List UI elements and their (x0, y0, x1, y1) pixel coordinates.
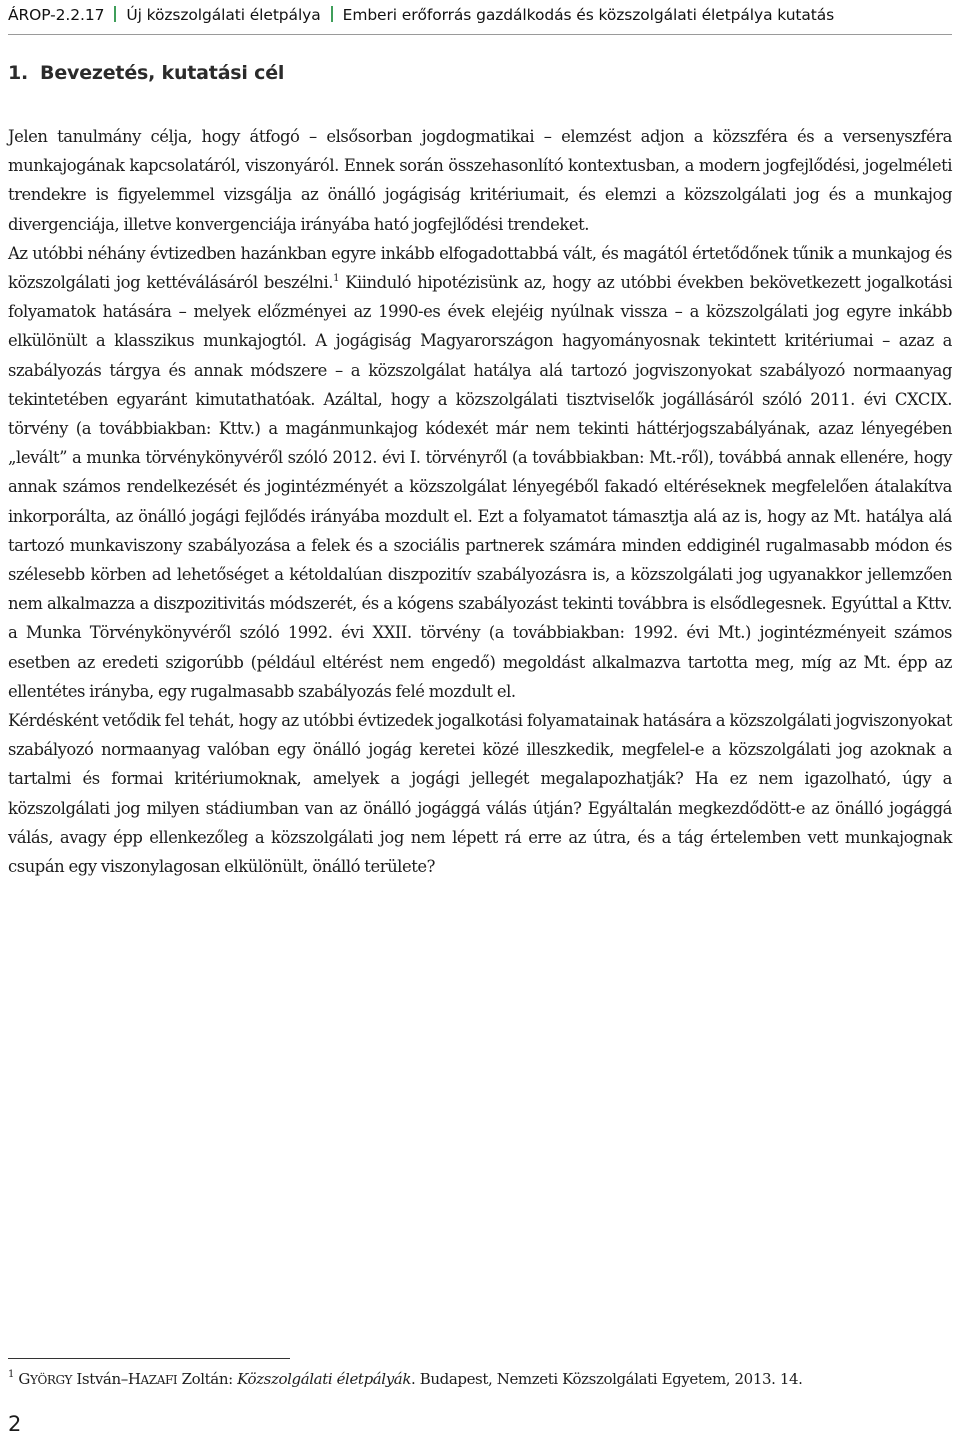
header-series: Új közszolgálati életpálya (126, 6, 321, 24)
header-project: ÁROP-2.2.17 (8, 6, 105, 24)
header-divider (8, 34, 952, 35)
paragraph: Kérdésként vetődik fel tehát, hogy az utóbbi évtizedek jogalkotási folyamatainak hatására a közszolgálati jogviszonyokat szabályozó normaanyag valóban egy önálló jogág keretei közé illeszkedik, megfelel-e a közszolgálati jog azoknak a tartalmi és formai kritériumoknak, amelyek a jogági jellegét megalapozhatják? Ha ez nem igazolható, úgy a közszolgálati jog milyen stádiumban van az önálló jogággá válás útján? Egyáltalán megkezdődött-e az önálló jogággá válás, avagy épp ellenkezőleg a közszolgálati jog nem lépett rá erre az útra, és a tág értelemben vett munkajognak csupán egy viszonylagosan elkülönült, önálló területe? (8, 711, 952, 877)
paragraph-text: Kiinduló hipotézisünk az, hogy az utóbbi években bekövetkezett jogalkotási folyamatok hatására – melyek előzményei az 1990-es évek elejéig nyúlnak vissza – a közszolgálati jog egyre inkább elkülönült a klasszikus munkajogtól. A jogágiság Magyarországon hagyományosnak tekintett kritériumai – azaz a szabályozás tárgya és annak módszere – a közszolgálat hatálya alá tartozó jogviszonyokat szabályozó normaanyag tekintetében egyaránt kimutathatóak. Azáltal, hogy a közszolgálati tisztviselők jogállásáról szóló 2011. évi CXCIX. törvény (a továbbiakban: Kttv.) a magánmunkajog kódexét már nem tekinti háttérjogszabályának, azaz lényegében „levált” a munka törvénykönyvéről szóló 2012. évi I. törvényről (a továbbiakban: Mt.-ről), továbbá annak ellenére, hogy annak számos rendelkezését és jogintézményét a közszolgálat lényegéből fakadó eltéréseknek megfelelően átalakítva inkorporálta, az önálló jogági fejlődés irányába mozdult el. Ezt a folyamatot támasztja alá az is, hogy az Mt. hatálya alá tartozó munkaviszony szabályozása a felek és a szociális partnerek számára minden eddiginél rugalmasabb módon és szélesebb körben ad lehetőséget a kétoldalúan diszpozitív szabályozásra is, a közszolgálati jog ugyanakkor jellemzően nem alkalmazza a diszpozitivitás módszerét, és a kógens szabályozást tekinti továbbra is elsődlegesnek. Egyúttal a Kttv. a Munka Törvénykönyvéről szóló 1992. évi XXII. törvény (a továbbiakban: 1992. évi Mt.) jogintézményeit számos esetben az eredeti szigorúbb (például eltérést nem engedő) megoldást alkalmazva tartotta meg, míg az Mt. épp az ellentétes irányba, egy rugalmasabb szabályozás felé mozdult el. (8, 273, 953, 701)
section-number: 1. (8, 62, 29, 84)
header-separator (331, 6, 333, 22)
header-separator (114, 6, 116, 22)
footnote-author: GYÖRGY István–HAZAFI Zoltán: (18, 1370, 238, 1388)
body-text (8, 122, 952, 881)
footnote-publication: . Budapest, Nemzeti Közszolgálati Egyetem, 2013. 14. (411, 1370, 803, 1388)
section-title: Bevezetés, kutatási cél (40, 62, 285, 84)
footnote-reference[interactable]: 1 (333, 273, 339, 285)
header-topic: Emberi erőforrás gazdálkodás és közszolgálati életpálya kutatás (342, 6, 835, 24)
page-number: 2 (8, 1412, 22, 1436)
footnote-divider (8, 1358, 290, 1359)
footnote-title: Közszolgálati életpályák (237, 1370, 412, 1388)
footnote (8, 1370, 803, 1388)
paragraph (8, 239, 952, 706)
paragraph-text: Az utóbbi néhány évtizedben hazánkban egyre inkább elfogadottabbá vált, és magától értetődőnek tűnik a munkajog és közszolgálati jog kettéválásáról beszélni. (8, 243, 952, 293)
section-heading (8, 62, 284, 84)
footnote-number: 1 (8, 1369, 14, 1380)
running-header (8, 4, 952, 26)
paragraph: Jelen tanulmány célja, hogy átfogó – elsősorban jogdogmatikai – elemzést adjon a közszféra és a versenyszféra munkajogának kapcsolatáról, viszonyáról. Ennek során összehasonlító kontextusban, a modern jogfejlődési, jogelméleti trendekre is figyelemmel vizsgálja az önálló jogágiság kritériumait, és elemzi a közszolgálati jog és a munkajog divergenciája, illetve konvergenciája irányába ható jogfejlődési trendeket. (8, 127, 952, 234)
